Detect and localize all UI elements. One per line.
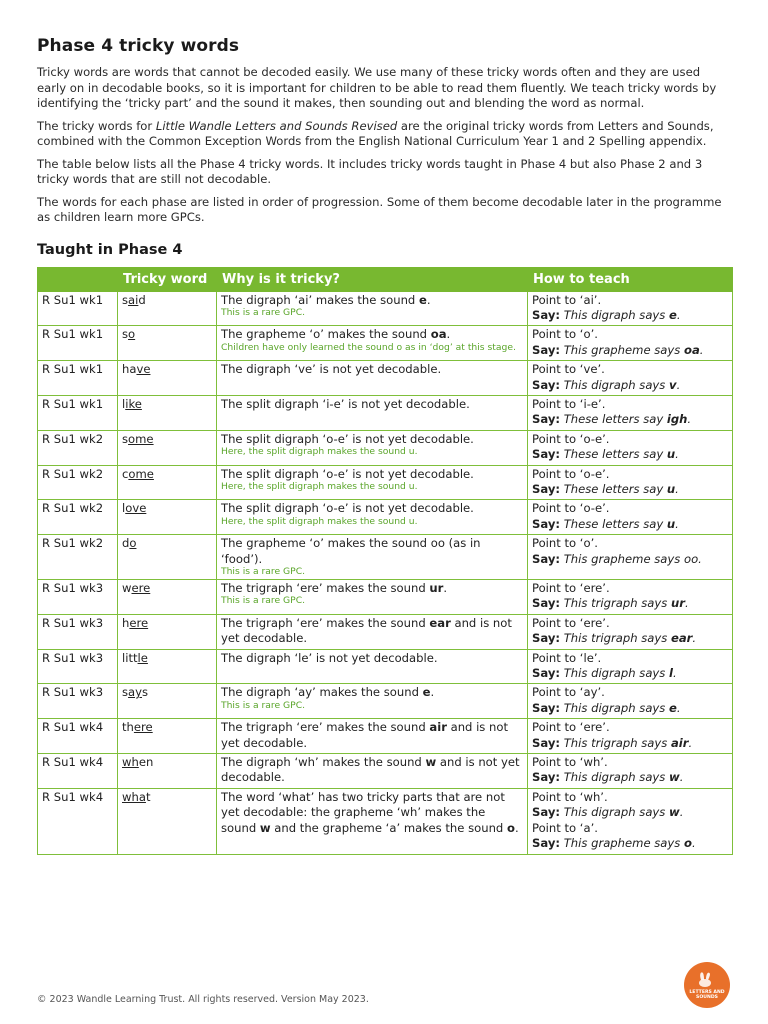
say-label: Say: (532, 735, 561, 750)
table-row (38, 361, 733, 396)
sound-highlight: oa (684, 342, 700, 357)
say-instruction (532, 736, 728, 751)
how-to-teach-cell (528, 326, 733, 361)
why-tricky-cell (217, 291, 528, 326)
say-text: This grapheme says o. (563, 836, 696, 851)
week-cell: R Su1 wk2 (38, 535, 118, 580)
table-row (38, 395, 733, 430)
say-label: Say: (532, 596, 561, 611)
week-cell: R Su1 wk3 (38, 614, 118, 649)
say-text: This digraph says l. (563, 666, 677, 681)
header-week (38, 267, 118, 291)
tricky-part: ome (128, 431, 154, 446)
why-tricky-cell (217, 580, 528, 615)
why-tricky-cell (217, 719, 528, 754)
say-label: Say: (532, 447, 561, 462)
why-tricky-cell (217, 535, 528, 580)
tricky-word-cell (118, 465, 217, 500)
table-row (38, 465, 733, 500)
say-instruction (532, 836, 728, 851)
point-instruction: Point to ‘o-e’. (532, 501, 610, 516)
point-instruction: Point to ‘wh’. (532, 755, 608, 770)
word-part: s (142, 685, 149, 700)
why-text: and is not yet decodable. (221, 720, 509, 750)
table-row (38, 500, 733, 535)
say-label: Say: (532, 342, 561, 357)
say-instruction (532, 701, 728, 716)
how-to-teach-cell (528, 430, 733, 465)
table-body (38, 291, 733, 854)
tricky-word-cell (118, 684, 217, 719)
table-row (38, 326, 733, 361)
intro-paragraph-3: The table below lists all the Phase 4 tricky words. It includes tricky words taught in Phase 4 but also Phase 2 and 3 tricky words that are still not decodable. (37, 156, 703, 186)
how-to-teach-cell (528, 361, 733, 396)
why-tricky-cell (217, 465, 528, 500)
why-tricky-cell (217, 361, 528, 396)
why-text: The split digraph ‘o-e’ is not yet decodable. (221, 466, 474, 481)
table-row (38, 788, 733, 854)
why-text: The trigraph ‘ere’ makes the sound (221, 581, 430, 595)
point-instruction: Point to ‘o’. (532, 327, 598, 342)
sound-highlight: l (669, 666, 673, 681)
why-text: . (426, 292, 431, 307)
teaching-note: Children have only learned the sound o as in ‘dog’ at this stage. (221, 341, 516, 353)
tricky-part: wha (122, 789, 146, 804)
why-tricky-cell (217, 430, 528, 465)
why-text: The split digraph ‘o-e’ is not yet decodable. (221, 431, 474, 446)
say-text: These letters say u. (563, 447, 679, 462)
sound-highlight: e (669, 307, 677, 322)
tricky-part: ay (128, 685, 143, 700)
word-part: th (122, 720, 134, 735)
point-instruction: Point to ‘wh’. (532, 789, 608, 804)
say-text: This grapheme says oo. (563, 551, 702, 566)
why-text: The word ‘what’ has two tricky parts that are not yet decodable: the grapheme ‘wh’ makes the sound (221, 789, 505, 835)
teaching-note: Here, the split digraph makes the sound u. (221, 446, 418, 458)
why-tricky-cell (217, 754, 528, 789)
tricky-part: ere (133, 720, 153, 735)
table-row (38, 430, 733, 465)
say-instruction (532, 447, 728, 462)
sound-highlight: igh (666, 412, 688, 427)
word-part: s (122, 292, 129, 307)
word-part: w (122, 581, 132, 595)
how-to-teach-cell (528, 395, 733, 430)
say-label: Say: (532, 481, 561, 496)
word-part: d (138, 292, 146, 307)
why-tricky-cell (217, 684, 528, 719)
word-part: t (145, 789, 151, 804)
tricky-word-cell (118, 788, 217, 854)
table-row (38, 649, 733, 684)
little-wandle-logo (684, 962, 730, 1008)
sound-highlight: e (418, 292, 427, 307)
say-text: This digraph says e. (563, 700, 681, 715)
point-instruction: Point to ‘ere’. (532, 720, 610, 735)
say-text: These letters say igh. (563, 412, 692, 427)
how-to-teach-cell (528, 535, 733, 580)
why-text: . (514, 820, 519, 835)
sound-highlight: u (666, 447, 676, 462)
teaching-note: Here, the split digraph makes the sound u. (221, 515, 418, 527)
sound-highlight: u (666, 516, 676, 531)
week-cell: R Su1 wk1 (38, 395, 118, 430)
week-cell: R Su1 wk1 (38, 326, 118, 361)
word-part: h (122, 615, 130, 630)
why-text: and is not yet decodable. (221, 755, 520, 785)
tricky-word-cell (118, 580, 217, 615)
why-text: . (443, 581, 448, 595)
teaching-note: This is a rare GPC. (221, 699, 306, 711)
logo-line-2: SOUNDS (696, 995, 718, 1000)
how-to-teach-cell (528, 465, 733, 500)
sound-highlight: w (669, 805, 680, 820)
say-label: Say: (532, 377, 561, 392)
word-part: litt (122, 650, 138, 665)
why-text: . (430, 685, 435, 700)
say-instruction (532, 631, 728, 646)
say-text: This trigraph says ear. (563, 631, 697, 646)
why-text: The digraph ‘ay’ makes the sound (221, 685, 423, 700)
tricky-word-cell (118, 291, 217, 326)
say-instruction (532, 596, 728, 611)
tricky-part: ai (128, 292, 139, 307)
how-to-teach-cell (528, 788, 733, 854)
sound-highlight: air (670, 735, 689, 750)
say-label: Say: (532, 516, 561, 531)
tricky-part: ere (131, 581, 151, 595)
why-tricky-cell (217, 395, 528, 430)
sound-highlight: e (422, 685, 431, 700)
week-cell: R Su1 wk4 (38, 754, 118, 789)
tricky-words-table (37, 267, 733, 855)
document-page (37, 36, 732, 855)
why-tricky-cell (217, 614, 528, 649)
say-text: This digraph says e. (563, 307, 681, 322)
sound-highlight: w (259, 820, 271, 835)
sound-highlight: ear (670, 631, 693, 646)
why-tricky-cell (217, 326, 528, 361)
why-text: The digraph ‘ve’ is not yet decodable. (221, 362, 442, 377)
teaching-note: This is a rare GPC. (221, 306, 306, 318)
say-text: This trigraph says ur. (563, 596, 689, 611)
logo-line-1: LETTERS AND (689, 990, 725, 995)
tricky-word-cell (118, 614, 217, 649)
point-instruction: Point to ‘o’. (532, 536, 598, 551)
week-cell: R Su1 wk1 (38, 361, 118, 396)
why-text: The trigraph ‘ere’ makes the sound (221, 720, 430, 735)
tricky-word-cell (118, 430, 217, 465)
say-text: This digraph says w. (563, 805, 684, 820)
say-instruction (532, 517, 728, 532)
why-text: The grapheme ‘o’ makes the sound oo (as in ‘food’). (221, 536, 481, 566)
say-text: This digraph says w. (563, 770, 684, 785)
week-cell: R Su1 wk2 (38, 430, 118, 465)
tricky-part: wh (122, 755, 139, 770)
header-how-to-teach: How to teach (528, 267, 733, 291)
intro-paragraph-1: Tricky words are words that cannot be decoded easily. We use many of these tricky words often and they are used early on in decodable books, so it is important for children to be able to read them fluently. We teach tricky words by identifying the ‘tricky part’ and the sound it makes, then sounding out and blending the word as normal. (37, 65, 717, 110)
why-text: and is not yet decodable. (221, 615, 512, 646)
tricky-part: ome (128, 466, 154, 481)
week-cell: R Su1 wk3 (38, 580, 118, 615)
programme-name: Little Wandle Letters and Sounds Revised (155, 118, 398, 133)
why-text: The trigraph ‘ere’ makes the sound (221, 615, 430, 630)
header-tricky-word: Tricky word (118, 267, 217, 291)
say-text: These letters say u. (563, 481, 679, 496)
word-part: ha (122, 362, 137, 377)
teaching-note: This is a rare GPC. (221, 566, 306, 577)
table-row (38, 580, 733, 615)
why-text: The digraph ‘ai’ makes the sound (221, 292, 419, 307)
table-row (38, 684, 733, 719)
sound-highlight: air (429, 720, 447, 735)
point-instruction: Point to ‘o-e’. (532, 431, 610, 446)
tricky-word-cell (118, 395, 217, 430)
why-text: and the grapheme ‘a’ makes the sound (270, 820, 507, 835)
why-text: The digraph ‘wh’ makes the sound (221, 755, 426, 770)
sound-highlight: ur (429, 581, 444, 595)
say-label: Say: (532, 631, 561, 646)
word-part: s (122, 327, 129, 342)
how-to-teach-cell (528, 649, 733, 684)
say-label: Say: (532, 836, 561, 851)
say-instruction (532, 805, 728, 820)
say-label: Say: (532, 770, 561, 785)
sound-highlight: oa (430, 327, 447, 342)
tricky-part: o (129, 536, 137, 551)
say-instruction (532, 666, 728, 681)
header-why-tricky: Why is it tricky? (217, 267, 528, 291)
say-instruction (532, 770, 728, 785)
sound-highlight: w (425, 755, 437, 770)
table-row (38, 614, 733, 649)
week-cell: R Su1 wk2 (38, 500, 118, 535)
point-instruction: Point to ‘ay’. (532, 685, 605, 700)
say-text: This grapheme says oa. (563, 342, 704, 357)
tricky-word-cell (118, 361, 217, 396)
say-instruction (532, 482, 728, 497)
say-instruction (532, 343, 728, 358)
why-text: The grapheme ‘o’ makes the sound (221, 327, 431, 342)
table-row (38, 719, 733, 754)
page-title: Phase 4 tricky words (37, 36, 240, 56)
how-to-teach-cell (528, 500, 733, 535)
say-label: Say: (532, 307, 561, 322)
point-instruction: Point to ‘o-e’. (532, 466, 610, 481)
copyright-footer: © 2023 Wandle Learning Trust. All rights reserved. Version May 2023. (37, 994, 369, 1005)
tricky-part: le (137, 650, 148, 665)
week-cell: R Su1 wk3 (38, 649, 118, 684)
why-text: The split digraph ‘o-e’ is not yet decodable. (221, 501, 474, 516)
say-label: Say: (532, 666, 561, 681)
point-instruction: Point to ‘ve’. (532, 362, 605, 377)
word-part: s (122, 685, 129, 700)
table-header-row (38, 267, 733, 291)
point-instruction: Point to ‘i-e’. (532, 396, 606, 411)
word-part: l (122, 396, 126, 411)
say-text: This digraph says v. (563, 377, 681, 392)
how-to-teach-cell (528, 291, 733, 326)
table-row (38, 291, 733, 326)
sound-highlight: v (669, 377, 677, 392)
word-part: c (122, 466, 129, 481)
why-tricky-cell (217, 500, 528, 535)
week-cell: R Su1 wk3 (38, 684, 118, 719)
why-text: . (446, 327, 451, 342)
say-label: Say: (532, 412, 561, 427)
tricky-word-cell (118, 326, 217, 361)
sound-highlight: u (666, 481, 676, 496)
why-tricky-cell (217, 649, 528, 684)
week-cell: R Su1 wk2 (38, 465, 118, 500)
tricky-part: ike (125, 396, 142, 411)
tricky-word-cell (118, 719, 217, 754)
tricky-word-cell (118, 649, 217, 684)
section-title: Taught in Phase 4 (37, 241, 183, 258)
why-text: The split digraph ‘i-e’ is not yet decodable. (221, 396, 470, 411)
week-cell: R Su1 wk4 (38, 719, 118, 754)
sound-highlight: o (506, 820, 515, 835)
sound-highlight: e (669, 700, 677, 715)
tricky-word-cell (118, 535, 217, 580)
teaching-note: This is a rare GPC. (221, 595, 306, 607)
week-cell: R Su1 wk4 (38, 788, 118, 854)
tricky-word-cell (118, 754, 217, 789)
point-instruction: Point to ‘le’. (532, 650, 602, 665)
say-label: Say: (532, 700, 561, 715)
say-instruction (532, 308, 728, 323)
intro-paragraph-4: The words for each phase are listed in order of progression. Some of them become decodable later in the programme as children learn more GPCs. (37, 194, 722, 224)
word-part: s (122, 431, 129, 446)
point-instruction: Point to ‘a’. (532, 820, 598, 835)
point-instruction: Point to ‘ere’. (532, 615, 610, 630)
why-text: The digraph ‘le’ is not yet decodable. (221, 650, 438, 665)
word-part: en (138, 755, 154, 770)
why-tricky-cell (217, 788, 528, 854)
tricky-part: ve (136, 362, 151, 377)
how-to-teach-cell (528, 684, 733, 719)
say-label: Say: (532, 551, 561, 566)
tricky-word-cell (118, 500, 217, 535)
word-part: d (122, 536, 130, 551)
week-cell: R Su1 wk1 (38, 291, 118, 326)
intro-paragraph-2: The tricky words for Little Wandle Letters and Sounds Revised are the original tricky words from Letters and Sounds, combined with the Common Exception Words from the English National Curriculum Year 1 and 2 Spelling appendix. (37, 118, 714, 148)
how-to-teach-cell (528, 614, 733, 649)
table-row (38, 754, 733, 789)
say-instruction (532, 412, 728, 427)
word-part: l (122, 501, 126, 516)
point-instruction: Point to ‘ere’. (532, 581, 610, 595)
teaching-note: Here, the split digraph makes the sound u. (221, 480, 418, 492)
how-to-teach-cell (528, 719, 733, 754)
say-text: These letters say u. (563, 516, 679, 531)
how-to-teach-cell (528, 754, 733, 789)
sound-highlight: w (669, 770, 680, 785)
table-row (38, 535, 733, 580)
tricky-part: ove (125, 501, 147, 516)
how-to-teach-cell (528, 580, 733, 615)
say-instruction (532, 552, 728, 567)
tricky-part: ere (129, 615, 149, 630)
sound-highlight: ur (670, 596, 685, 611)
say-text: This trigraph says air. (563, 735, 693, 750)
tricky-part: o (128, 327, 136, 342)
say-instruction (532, 378, 728, 393)
say-label: Say: (532, 805, 561, 820)
sound-highlight: o (684, 836, 692, 851)
rabbit-logo-icon (687, 965, 727, 1005)
sound-highlight: ear (429, 615, 451, 630)
point-instruction: Point to ‘ai’. (532, 292, 602, 307)
